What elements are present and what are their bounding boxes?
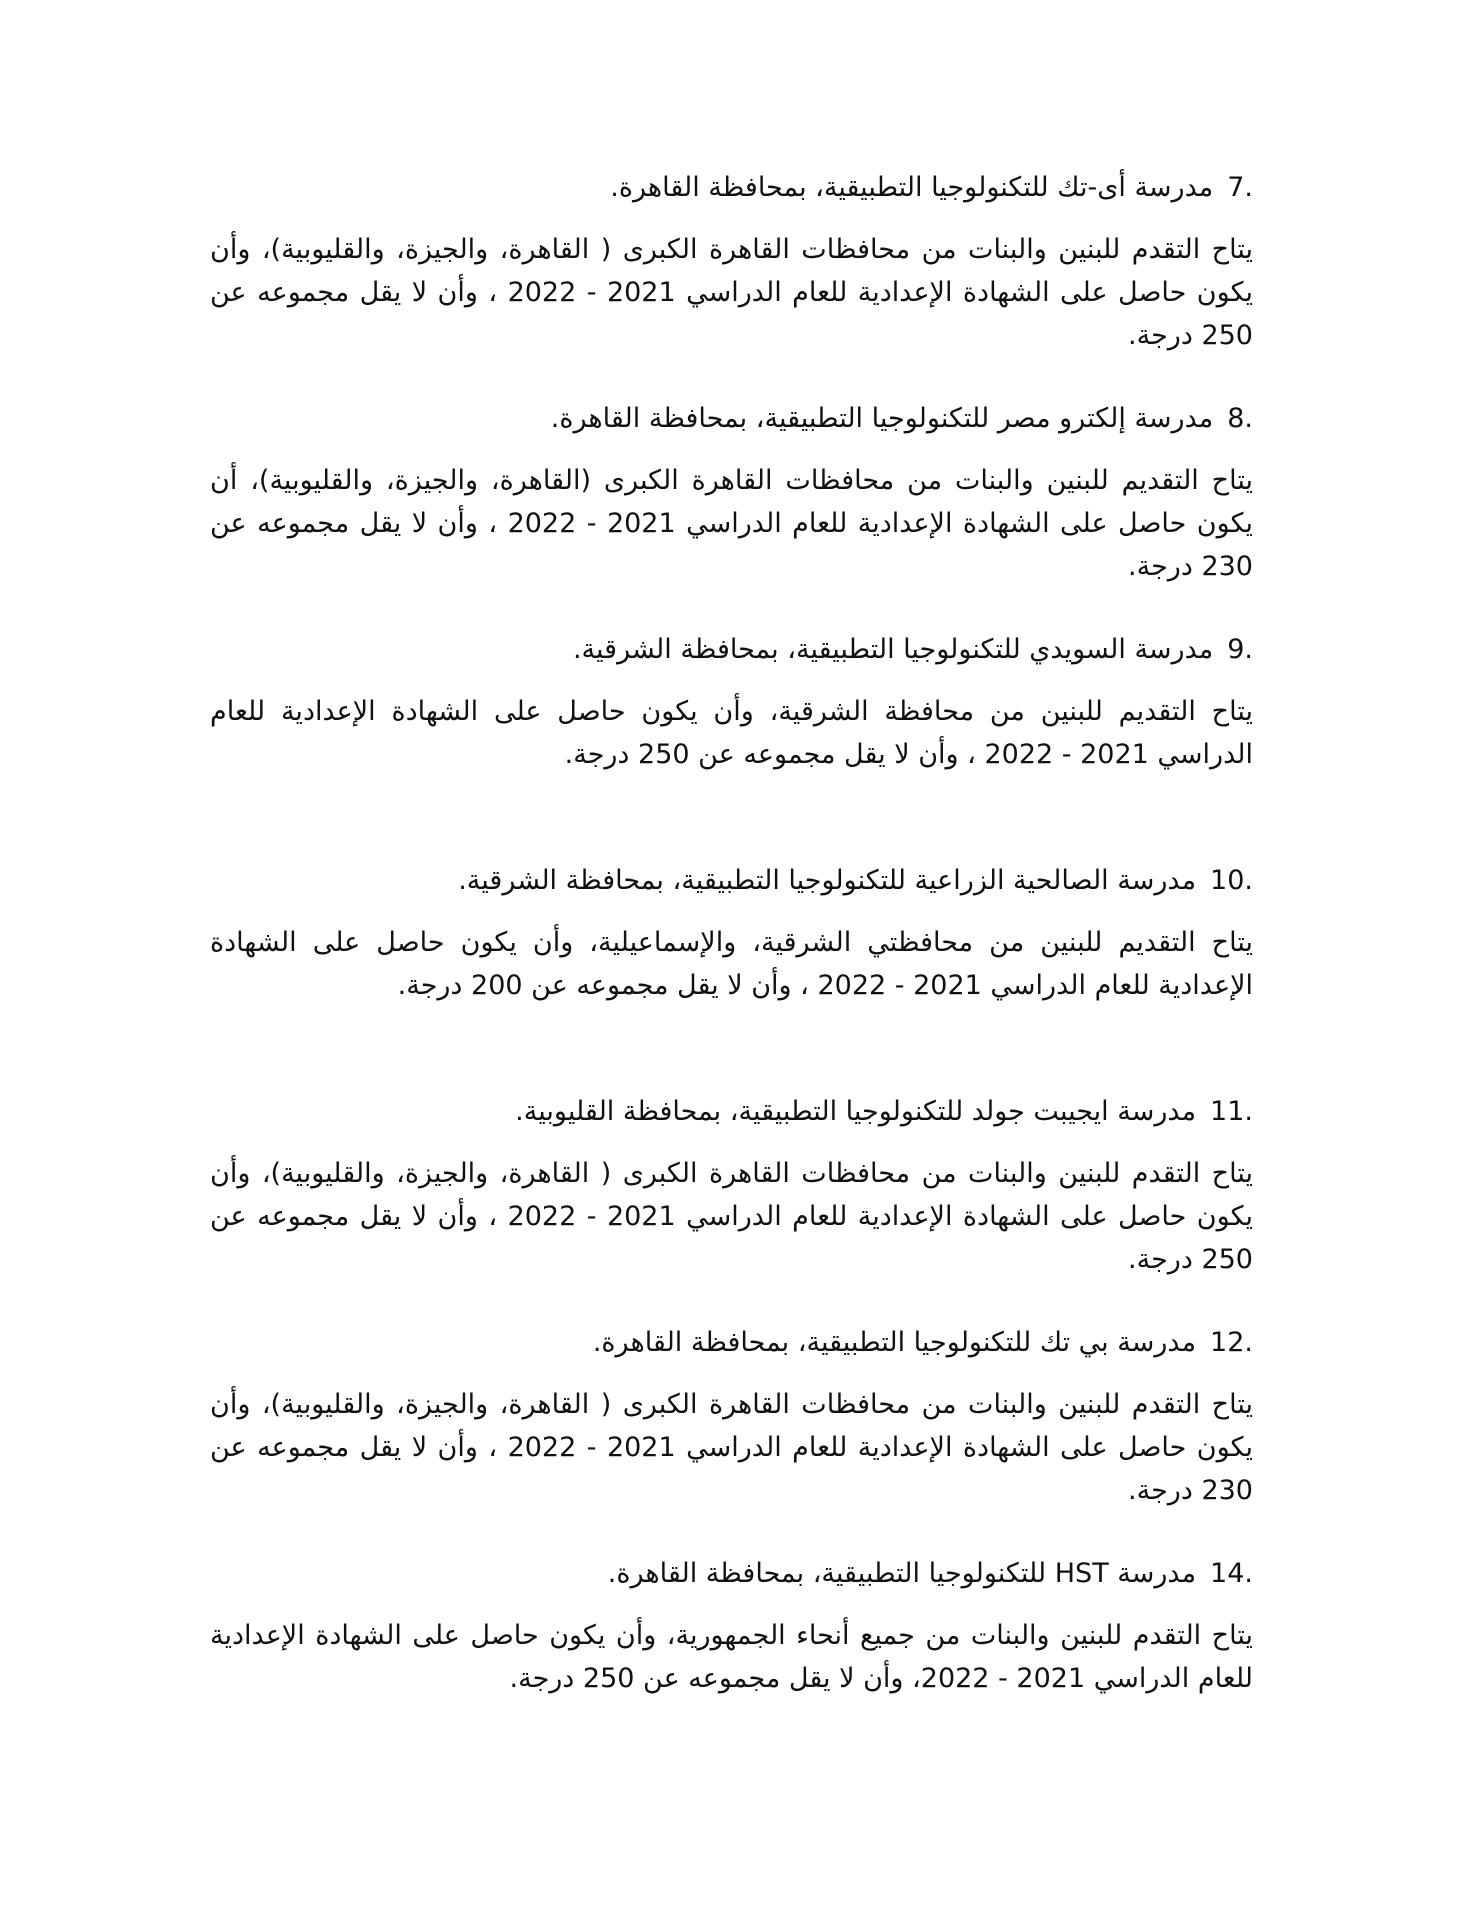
- list-item: [210, 630, 1253, 861]
- school-title: [210, 168, 1253, 208]
- school-name: مدرسة بي تك للتكنولوجيا التطبيقية، بمحافظة القاهرة.: [592, 1327, 1197, 1358]
- admission-requirements: يتاح التقدم للبنين والبنات من جميع أنحاء الجمهورية، وأن يكون حاصل على الشهادة الإعدادية للعام الدراسي 2021 - 2022، وأن لا يقل مجموعه عن 250 درجة.: [210, 1620, 1253, 1694]
- list-item: [210, 1554, 1253, 1785]
- item-number: 14.: [1210, 1558, 1253, 1589]
- item-number: 11.: [1210, 1096, 1253, 1127]
- admission-requirements: يتاح التقديم للبنين من محافظة الشرقية، وأن يكون حاصل على الشهادة الإعدادية للعام الدراسي 2021 - 2022 ، وأن لا يقل مجموعه عن 250 درجة.: [210, 696, 1253, 770]
- admission-requirements: يتاح التقدم للبنين والبنات من محافظات القاهرة الكبرى ( القاهرة، والجيزة، والقليوبية)، وأن يكون حاصل على الشهادة الإعدادية للعام الدراسي 2021 - 2022 ، وأن لا يقل مجموعه عن 250 درجة.: [210, 1158, 1253, 1275]
- list-item: [210, 1323, 1253, 1554]
- admission-requirements: يتاح التقدم للبنين والبنات من محافظات القاهرة الكبرى ( القاهرة، والجيزة، والقليوبية)، وأن يكون حاصل على الشهادة الإعدادية للعام الدراسي 2021 - 2022 ، وأن لا يقل مجموعه عن 250 درجة.: [210, 234, 1253, 351]
- school-name: مدرسة السويدي للتكنولوجيا التطبيقية، بمحافظة الشرقية.: [572, 634, 1214, 665]
- school-title: [210, 1092, 1253, 1132]
- item-number: 10.: [1210, 865, 1253, 896]
- school-name: مدرسة HST للتكنولوجيا التطبيقية، بمحافظة القاهرة.: [607, 1558, 1197, 1589]
- list-item: [210, 1092, 1253, 1323]
- school-title: [210, 1554, 1253, 1594]
- school-title: [210, 861, 1253, 901]
- admission-requirements: يتاح التقديم للبنين والبنات من محافظات القاهرة الكبرى (القاهرة، والجيزة، والقليوبية)، أن يكون حاصل على الشهادة الإعدادية للعام الدراسي 2021 - 2022 ، وأن لا يقل مجموعه عن 230 درجة.: [210, 465, 1253, 582]
- list-item: [210, 168, 1253, 399]
- school-name: مدرسة أى-تك للتكنولوجيا التطبيقية، بمحافظة القاهرة.: [610, 172, 1214, 203]
- school-title: [210, 630, 1253, 670]
- list-item: [210, 399, 1253, 630]
- school-list: [210, 168, 1253, 1785]
- item-number: 12.: [1210, 1327, 1253, 1358]
- school-name: مدرسة الصالحية الزراعية للتكنولوجيا التطبيقية، بمحافظة الشرقية.: [458, 865, 1197, 896]
- school-name: مدرسة إلكترو مصر للتكنولوجيا التطبيقية، بمحافظة القاهرة.: [550, 403, 1214, 434]
- school-title: [210, 1323, 1253, 1363]
- school-name: مدرسة ايجيبت جولد للتكنولوجيا التطبيقية، بمحافظة القليوبية.: [515, 1096, 1197, 1127]
- admission-requirements: يتاح التقديم للبنين من محافظتي الشرقية، والإسماعيلية، وأن يكون حاصل على الشهادة الإعدادية للعام الدراسي 2021 - 2022 ، وأن لا يقل مجموعه عن 200 درجة.: [210, 927, 1253, 1001]
- item-number: 8.: [1227, 403, 1253, 434]
- admission-requirements: يتاح التقدم للبنين والبنات من محافظات القاهرة الكبرى ( القاهرة، والجيزة، والقليوبية)، وأن يكون حاصل على الشهادة الإعدادية للعام الدراسي 2021 - 2022 ، وأن لا يقل مجموعه عن 230 درجة.: [210, 1389, 1253, 1506]
- list-item: [210, 861, 1253, 1092]
- item-number: 9.: [1227, 634, 1253, 665]
- item-number: 7.: [1227, 172, 1253, 203]
- school-title: [210, 399, 1253, 439]
